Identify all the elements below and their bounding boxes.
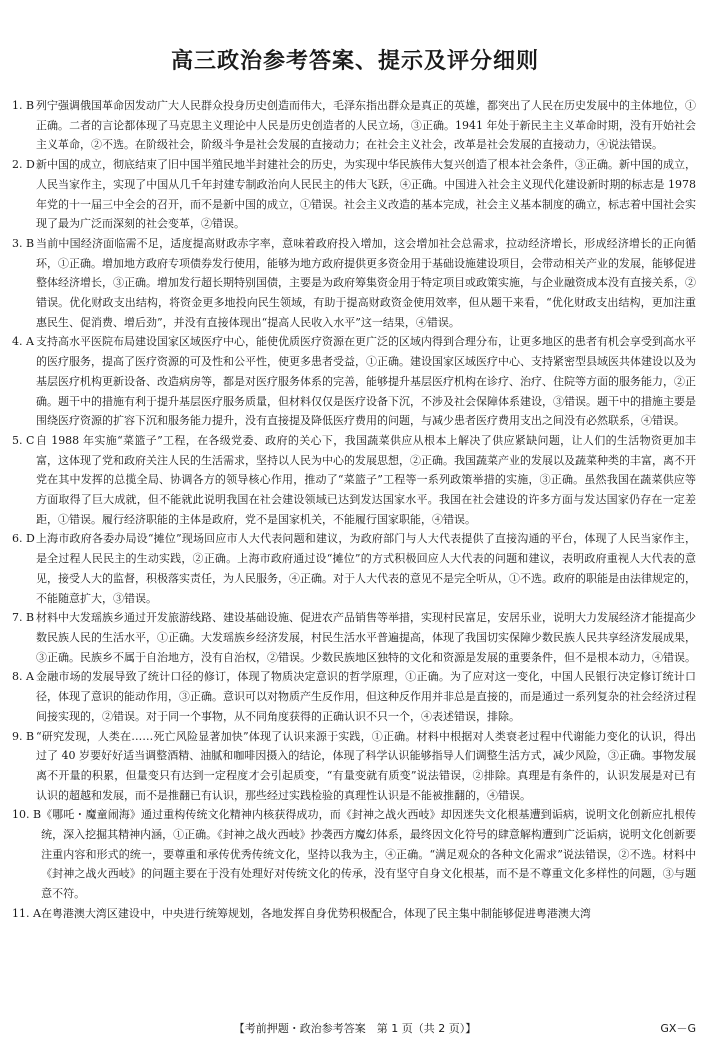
page-footer	[0, 1020, 710, 1036]
answer-explanation: 新中国的成立，彻底结束了旧中国半殖民地半封建社会的历史，为实现中华民族伟大复兴创造了根本社会条件，③正确。新中国的成立，人民当家作主，实现了中国从几千年封建专制政治向人民民主的伟大飞跃，④正确。中国进入社会主义现代化建设新时期的标志是 1978 年党的十一届三中全会的召开，而不是新中国的成立，①错误。社会主义改造的基本完成，社会主义基本制度的确立，标志着中国社会实现了最为广泛而深刻的社会变革，②错误。	[36, 158, 696, 231]
answer-number: 8. A	[12, 670, 34, 684]
answer-explanation: 材料中大发瑶族乡通过开发旅游线路、建设基础设施、促进农产品销售等举措，实现村民富足，安居乐业，说明大力发展经济才能提高少数民族人民的生活水平，①正确。大发瑶族乡经济发展，村民生活水平普遍提高，体现了我国切实保障少数民族人民共享经济发展成果，③正确。民族乡不属于自治地方，没有自治权，②错误。少数民族地区独特的文化和资源是发展的重要条件，但不是根本动力，④错误。	[36, 611, 696, 664]
answer-number: 2. D	[12, 158, 35, 172]
answer-explanation: 上海市政府各委办局设“摊位”现场回应市人大代表问题和建议，为政府部门与人大代表提供了直接沟通的平台，体现了人民当家作主，是全过程人民民主的生动实践，②正确。上海市政府通过设“摊位”的方式积极回应人大代表的问题和建议，表明政府重视人大代表的意见，接受人大的监督，积极落实责任，为人民服务，④正确。对于人大代表的意见不是完全听从，①不选。政府的职能是由法律规定的，不能随意扩大，③错误。	[36, 532, 696, 605]
answer-item	[12, 431, 696, 530]
page-title: 高三政治参考答案、提示及评分细则	[170, 49, 539, 74]
answer-item	[12, 805, 696, 904]
answer-explanation: 当前中国经济面临需不足，适度提高财政赤字率，意味着政府投入增加，这会增加社会总需求，拉动经济增长，形成经济增长的正向循环，①正确。增加地方政府专项债券发行使用，能够为地方政府提供更多资金用于基础设施建设项目，会带动相关产业的发展，能够促进整体经济增长，③正确。增加发行超长期特别国债，主要是为政府筹集资金用于特定项目或政策实施，与企业融资成本没有直接关系，②错误。优化财政支出结构，将资金更多地投向民生领域，有助于提高财政资金使用效率，但从题干来看，“优化财政支出结构，更加注重惠民生、促消费、增后劲”，并没有直接体现出“提高人民收入水平”这一结果，④错误。	[36, 236, 696, 329]
answer-item	[12, 529, 696, 608]
answer-explanation: 列宁强调俄国革命因发动广大人民群众投身历史创造而伟大，毛泽东指出群众是真正的英雄，都突出了人民在历史发展中的主体地位，①正确。二者的言论都体现了马克思主义理论中人民是历史创造者的人民立场，③正确。1941 年处于新民主主义革命时期，没有开始社会主义革命，②不选。在阶级社会，阶级斗争是社会发展的直接动力；在社会主义社会，改革是社会发展的直接动力，④说法错误。	[36, 99, 696, 152]
answer-number: 5. C	[12, 433, 35, 447]
answer-number: 10. B	[12, 808, 42, 822]
answer-explanation: 金融市场的发展导致了统计口径的修订，体现了物质决定意识的哲学原理，①正确。为了应对这一变化，中国人民银行决定修订统计口径，体现了意识的能动作用，③正确。意识可以对物质产生反作用，但这种反作用并非总是直接的，而是通过一系列复杂的社会经济过程间接实现的，②错误。对于同一个事物，从不同角度获得的正确认识不只一个，④表述错误，排除。	[36, 670, 696, 723]
answer-item	[12, 96, 696, 155]
answer-item	[12, 904, 696, 924]
answer-number: 6. D	[12, 532, 35, 546]
answer-item	[12, 608, 696, 667]
answer-explanation: 《哪吒・魔童闹海》通过重构传统文化精神内核获得成功，而《封神之战火西岐》却因迷失文化根基遭到诟病，说明文化创新应扎根传统，深入挖掘其精神内涵，①正确。《封神之战火西岐》抄袭西方魔幻体系，最终因文化符号的肆意解构遭到广泛诟病，说明文化创新要注重内容和形式的统一，要尊重和承传优秀传统文化，坚持以我为主，④正确。“满足观众的各种文化需求”说法错误，②不选。材料中《封神之战火西岐》的问题主要在于没有处理好对传统文化的传承，没有坚守自身文化根基，而不是不尊重文化多样性的问题，③与题意不符。	[41, 808, 696, 901]
answer-explanation: “研究发现，人类在……死亡风险显著加快”体现了认识来源于实践，①正确。材料中根据对人类衰老过程中代谢能力变化的认识，得出过了 40 岁要好好适当调整酒精、油腻和咖啡因摄入的结论，体现了科学认识能够指导人们调整生活方式，减少风险，③正确。事物发展离不开量的积累，但量变只有达到一定程度才会引起质变，“有量变就有质变”说法错误，②排除。真理是有条件的，认识发展是对已有认识的超越和发展，而不是推翻已有认识，那些经过实践检验的真理性认识是不能被推翻的，④错误。	[36, 729, 696, 802]
answer-item	[12, 332, 696, 431]
answer-item	[12, 234, 696, 333]
answer-number: 9. B	[12, 729, 35, 743]
answer-explanation: 自 1988 年实施“菜篮子”工程，在各级党委、政府的关心下，我国蔬菜供应从根本上解决了供应紧缺问题，让人们的生活物资更加丰富，这体现了党和政府关注人民的生活需求，坚持以人民为中心的发展思想，②正确。我国蔬菜产业的发展以及蔬菜种类的丰富，离不开党在其中发挥的总揽全局、协调各方的领导核心作用，推动了“菜篮子”工程等一系列政策举措的实施，③正确。虽然我国在蔬菜供应等方面取得了巨大成就，但不能就此说明我国在社会建设领域已达到发达国家水平。我国在社会建设的许多方面与发达国家仍存在一定差距，①错误。履行经济职能的主体是政府，党不是国家机关，不能履行国家职能，④错误。	[36, 433, 696, 526]
answer-number: 1. B	[12, 99, 35, 112]
answer-list	[12, 96, 696, 924]
answer-number: 7. B	[12, 611, 35, 625]
footer-code: GX－G	[660, 1022, 696, 1035]
answer-explanation: 在粤港澳大湾区建设中，中央进行统筹规划，各地发挥自身优势积极配合，体现了民主集中制能够促进粤港澳大湾	[40, 906, 591, 920]
answer-item	[12, 727, 696, 806]
answer-number: 4. A	[12, 335, 34, 349]
answer-number: 3. B	[12, 236, 35, 250]
answer-item	[12, 155, 696, 234]
answer-item	[12, 667, 696, 726]
answer-explanation: 支持高水平医院布局建设国家区域医疗中心，能使优质医疗资源在更广泛的区域内得到合理分布，让更多地区的患者有机会享受到高水平的医疗服务，提高了医疗资源的可及性和公平性，使更多患者受益，①正确。建设国家区域医疗中心、支持紧密型县域医共体建设以及为基层医疗机构更新设备、改造病房等，都是对医疗服务体系的完善，能够提升基层医疗机构在诊疗、治疗、住院等方面的服务能力，②正确。题干中的措施有利于提升基层医疗服务质量，但材料仅仅是医疗设备下沉，不涉及社会保障体系建设，③错误。题干中的措施主要是围绕医疗资源的扩容下沉和服务能力提升，没有直接提及降低医疗费用的问题，与减少患者医疗费用支出之间没有必然联系，④错误。	[36, 335, 696, 428]
answer-number: 11. A	[12, 906, 41, 920]
footer-page-info: 【考前押题・政治参考答案 第 1 页（共 2 页）】	[233, 1022, 477, 1035]
